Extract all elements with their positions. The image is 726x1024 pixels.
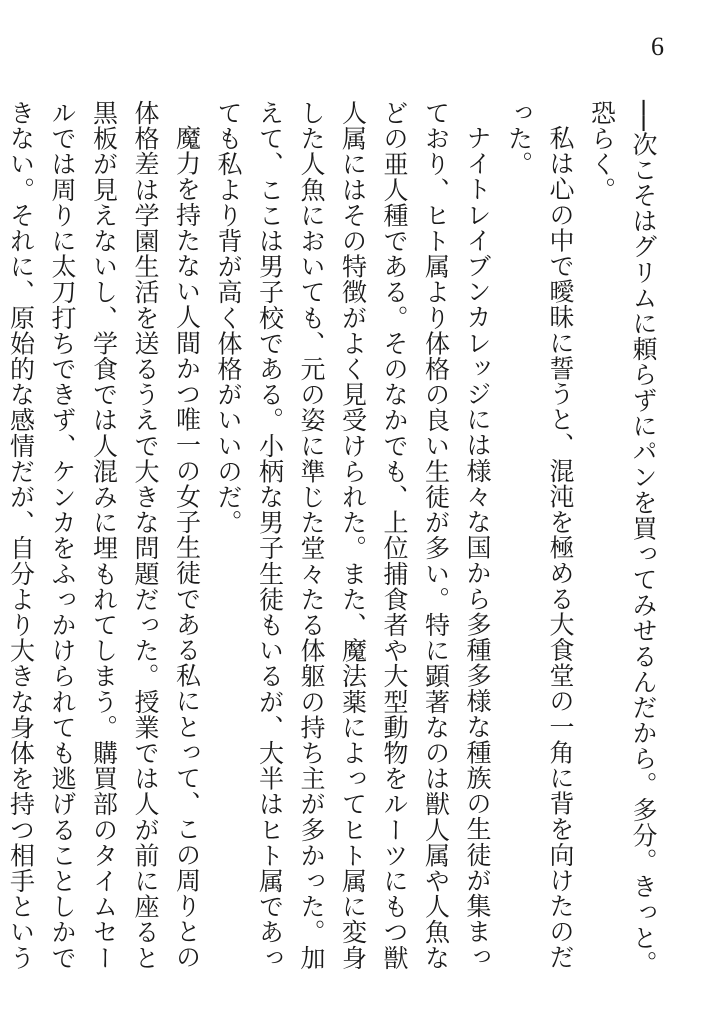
novel-text-body bbox=[0, 100, 664, 980]
page-number: 6 bbox=[651, 32, 664, 61]
paragraph-4: 魔力を持たない人間かつ唯一の女子生徒である私にとって、この周りとの体格差は学園生活を送るうえで大きな問題だった。授業では人が前に座ると黒板が見えないし、学食では人混みに埋もれてしまう。購買部のタイムセールでは周りに太刀打ちできず、ケンカをふっかけられても逃げることしかできない。それに、原始的な感情だが、自分より大きな身体を持つ相手という bbox=[6, 100, 202, 971]
paragraph-1: ──次こそはグリムに頼らずにパンを買ってみせるんだから。多分。きっと。恐らく。 bbox=[587, 100, 658, 977]
paragraph-2: 私は心の中で曖昧に誓うと、混沌を極める大食堂の一角に背を向けたのだった。 bbox=[504, 100, 575, 970]
paragraph-3: ナイトレイブンカレッジには様々な国から多種多様な種族の生徒が集まっており、ヒト属より体格の良い生徒が多い。特に顕著なのは獣人属や人魚などの亜人種である。そのなかでも、上位捕食者や大型動物をルーツにもつ獣人属にはその特徴がよく見受けられた。また、魔法薬によってヒト属に変身した人魚においても、元の姿に準じた堂々たる体躯の持ち主が多かった。加えて、ここは男子校である。小柄な男子生徒もいるが、大半はヒト属であっても私より背が高く体格がいいのだ。 bbox=[214, 100, 492, 971]
